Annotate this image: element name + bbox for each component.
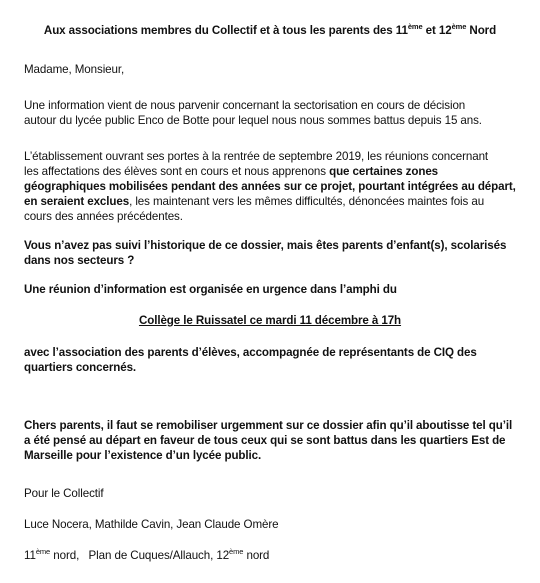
footer-text: nord, Plan de Cuques/Allauch, 12: [50, 549, 230, 562]
paragraph-3-line-2: dans nos secteurs ?: [24, 254, 135, 267]
paragraph-2-text: les affectations des élèves sont en cours et nous apprenons: [24, 165, 330, 178]
meeting-venue: [0, 313, 540, 328]
title-text: Nord: [466, 24, 497, 37]
closing: Pour le Collectif: [24, 487, 104, 500]
paragraph-2-line-2: [24, 164, 438, 179]
paragraph-3-line-1: Vous n’avez pas suivi l’historique de ce dossier, mais êtes parents d’enfant(s), scolarisés: [24, 239, 507, 252]
title-text: et 12: [422, 24, 452, 37]
signatories: Luce Nocera, Mathilde Cavin, Jean Claude Omère: [24, 518, 279, 531]
footer-text: 11: [24, 549, 36, 562]
salutation: Madame, Monsieur,: [24, 63, 125, 76]
footer-text: nord: [243, 549, 270, 562]
paragraph-2-line-1: L’établissement ouvrant ses portes à la rentrée de septembre 2019, les réunions concernant: [24, 150, 489, 163]
paragraph-2-bold-text: que certaines zones: [329, 165, 439, 178]
paragraph-2-line-3: géographiques mobilisées pendant des années sur ce projet, pourtant intégrées au départ,: [24, 180, 516, 193]
paragraph-6-line-2: a été pensé au départ en faveur de tous ceux qui se sont battus dans les quartiers Est de: [24, 434, 506, 447]
paragraph-5-line-2: quartiers concernés.: [24, 361, 137, 374]
title-text: Aux associations membres du Collectif et à tous les parents des 11: [43, 24, 408, 37]
meeting-venue-text: Collège le Ruissatel ce mardi 11 décembre à 17h: [138, 314, 402, 327]
footer-superscript: ème: [35, 547, 51, 556]
paragraph-6-line-3: Marseille pour l’existence d’un lycée public.: [24, 449, 262, 462]
footer-line: [24, 548, 269, 563]
letter-title: [0, 24, 540, 37]
title-superscript: ème: [451, 22, 467, 31]
paragraph-4: Une réunion d’information est organisée en urgence dans l’amphi du: [24, 283, 397, 296]
footer-superscript: ème: [229, 547, 244, 556]
paragraph-2-line-4: [24, 194, 484, 209]
paragraph-1-line-2: autour du lycée public Enco de Botte pour lequel nous nous sommes battus depuis 15 ans.: [24, 114, 482, 127]
title-superscript: ème: [407, 22, 423, 31]
paragraph-1-line-1: Une information vient de nous parvenir concernant la sectorisation en cours de décision: [24, 99, 466, 112]
paragraph-2-line-5: cours des années précédentes.: [24, 210, 183, 223]
paragraph-6-line-1: Chers parents, il faut se remobiliser urgemment sur ce dossier afin qu’il aboutisse tel qu’il: [24, 419, 513, 432]
paragraph-2-bold-text: en seraient exclues: [24, 195, 130, 208]
paragraph-5-line-1: avec l’association des parents d’élèves, accompagnée de représentants de CIQ des: [24, 346, 477, 359]
paragraph-2-text: , les maintenant vers les mêmes difficultés, dénoncées maintes fois au: [129, 195, 485, 208]
